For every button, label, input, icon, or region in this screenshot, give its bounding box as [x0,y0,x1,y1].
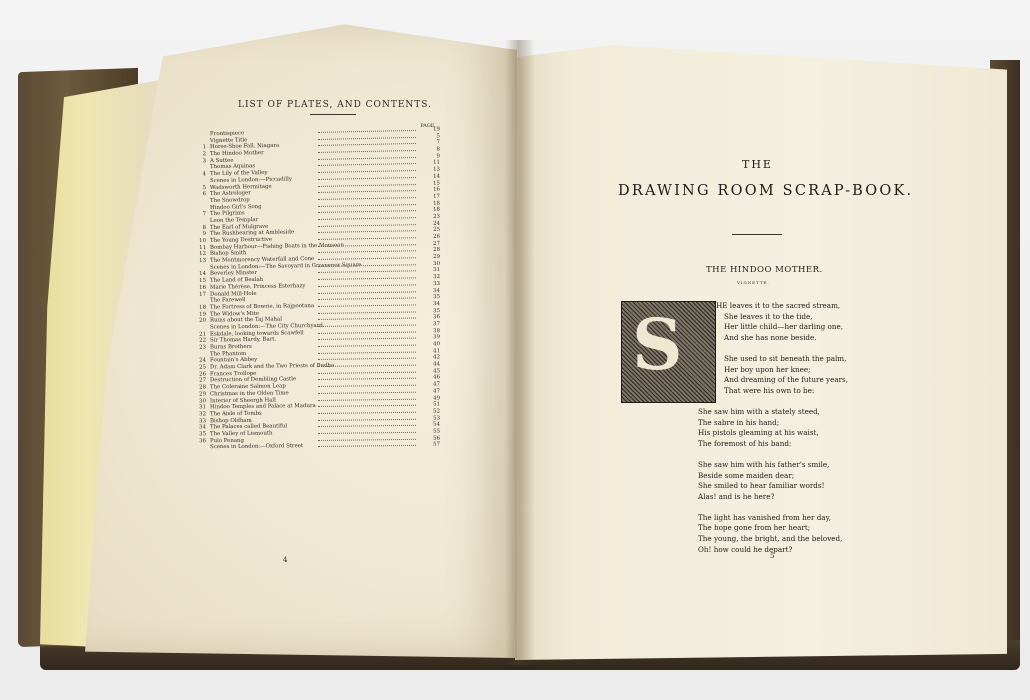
leader-dots [318,170,416,173]
plate-page: 5 [436,133,441,140]
leader-dots [318,331,416,333]
plate-page: 11 [433,159,441,167]
leader-dots [318,130,416,133]
plate-number: 8 [202,224,207,231]
drop-cap-letter: S [632,303,683,386]
plate-title: Fountain's Abbey [209,357,258,364]
plate-title: The Astrologer [209,190,251,198]
plate-number: 28 [199,384,207,391]
plate-title: Donald Mill-Hole [209,290,257,298]
plate-title: Vignette Title [209,137,248,144]
leader-dots [318,284,416,287]
plate-page: 14 [433,173,441,180]
plate-page: 42 [433,354,441,361]
title-rule [732,234,782,235]
leader-dots [318,425,416,427]
leader-dots [318,371,416,373]
plate-page: 18 [433,200,441,207]
plate-number: 10 [199,237,207,245]
plate-title: Eskdale, looking towards Scawfell [209,329,304,338]
plate-title: Beverley Minster [209,270,258,278]
heading-rule [310,114,356,115]
leader-dots [318,190,416,193]
poem-line: The sabre in his hand; [698,417,780,427]
plate-page: 53 [433,415,441,422]
plate-number: 11 [199,244,207,251]
plate-number: 22 [199,337,207,344]
leader-dots [318,412,416,414]
plate-title: Thomas Aquinas [209,163,256,171]
plate-page: 52 [433,408,441,415]
plate-title: Horse-Shoe Fall, Niagara [209,143,280,151]
plate-title: Bombay Harbour—Fishing Boats in the Monsoon [209,242,344,251]
leader-dots [318,177,416,180]
plate-number: 25 [199,364,207,371]
poem-line: Alas! and is he here? [698,491,775,501]
plate-title: The Farewell [209,297,246,304]
plate-page: 47 [433,388,441,395]
plate-number: 35 [199,431,207,438]
plate-title: Scenes in London:—Oxford Street [209,443,304,451]
plate-page: 47 [433,381,441,388]
poem-line: And she has none beside. [724,332,817,342]
plate-page: 36 [433,314,441,321]
plate-number: 20 [199,317,207,324]
plate-number: 32 [199,411,207,418]
plate-page: 13 [433,166,441,173]
plate-title: Scenes in London:—The Savoyard in Grosvenor Square [209,261,362,271]
plate-page: 32 [433,274,441,281]
plate-title: Bishop Oldham [209,417,252,424]
plate-title: The Hindoo Mother [209,150,264,158]
plate-page: 55 [433,428,441,435]
leader-dots [318,365,416,367]
leader-dots [318,271,416,274]
contents-list [190,100,440,450]
plate-title: The Aisle of Tombs [209,410,262,418]
plate-page: 57 [433,441,441,449]
plate-page: 39 [433,334,441,341]
leader-dots [318,217,416,220]
poem-line: She smiled to hear familiar words! [698,481,825,491]
plate-number: 29 [199,391,207,398]
leader-dots [318,298,416,301]
left-page-number: 4 [283,556,288,564]
plate-page: 7 [436,139,441,146]
leader-dots [318,291,416,294]
leader-dots [318,137,416,140]
plate-title: The Snowdrop [209,197,250,204]
leader-dots [318,163,416,166]
poem-line [700,343,860,354]
plate-title: Wadsworth Hermitage [209,183,272,191]
plate-number: 27 [199,377,207,384]
plate-title: Hindoo Girl's Song [209,203,262,211]
plate-title: Scenes in London:—Piccadilly [209,176,292,184]
plate-page: 15 [433,180,441,187]
leader-dots [318,224,416,227]
plate-page: 46 [433,374,441,381]
plate-title: The Pilgrims [209,210,245,218]
plate-title: The Land of Bealah [209,276,264,284]
plate-title: The Earl of Mulgrave [209,223,269,231]
leader-dots [318,392,416,394]
plate-page: 23 [433,213,441,220]
plate-page: 44 [433,361,441,368]
plate-title: Ruins about the Taj Mahal [209,316,282,324]
plate-title: The Lily of the Valley [209,170,268,178]
plate-number: 15 [199,277,207,285]
plate-title: The Widow's Mite [209,310,260,318]
leader-dots [318,304,416,307]
plate-page: 33 [433,280,441,287]
leader-dots [318,150,416,153]
vignette-label: VIGNETTE. [737,280,770,285]
plate-title: The Phantom [209,350,247,358]
plate-number: 24 [199,357,207,364]
leader-dots [318,257,416,260]
plate-page: 16 [433,186,441,193]
plate-page: 49 [433,394,441,402]
poem-text [700,301,860,555]
plate-title: Burns Brothers [209,343,252,351]
plate-page: 51 [433,401,441,408]
leader-dots [318,324,416,326]
plate-number: 36 [199,437,207,444]
plate-title: Scenes in London:—The City Churchyard [209,322,323,331]
poem-line: The young, the bright, and the beloved, [698,534,843,544]
plate-number: 17 [199,291,207,298]
plate-number: 14 [199,271,207,278]
plate-number: 34 [199,424,207,431]
plate-page: 30 [433,260,441,267]
plate-title: Frances Trollope [209,370,257,378]
plate-page: 8 [436,146,441,153]
poem-line [698,396,860,407]
leader-dots [318,418,416,420]
plate-title: The Montmorency Waterfall and Cone [209,256,315,264]
leader-dots [318,405,416,407]
plate-page: 24 [433,220,441,227]
leader-dots [318,251,416,254]
right-page-number: 5 [770,552,775,560]
plate-title: Hindoo Temples and Palace at Madura [209,403,316,411]
plate-page: 9 [436,153,441,160]
plate-number: 21 [199,331,207,338]
plate-page: 35 [433,294,441,301]
poem-line: She saw him with his father's smile, [698,459,830,469]
leader-dots [318,143,416,146]
plate-number: 30 [199,397,207,404]
leader-dots [318,204,416,207]
plate-number: 3 [202,157,207,165]
leader-dots [318,237,416,240]
plate-page: 34 [433,287,441,294]
leader-dots [318,398,416,400]
plate-title: The Young Destructive [209,236,273,244]
poem-line [698,449,860,460]
leader-dots [318,210,416,213]
poem-line: Beside some maiden dear; [698,470,795,480]
plate-number: 7 [202,211,207,218]
plate-page: 37 [433,321,441,328]
plate-number: 16 [199,284,207,291]
plate-title: Leon the Templar [209,216,259,224]
plate-title: Marie Thérèse, Princess Esterhazy [209,282,306,291]
plate-page: 35 [433,307,441,314]
plate-title: Dr. Adam Clark and the Two Priests of Budha [209,362,335,371]
contents-entry [190,442,440,451]
leader-dots [318,311,416,313]
leader-dots [318,438,416,440]
plate-number: 19 [199,311,207,318]
plate-page: 17 [433,193,441,200]
plate-page: 26 [433,233,441,240]
poem-line [698,502,860,513]
leader-dots [318,385,416,387]
leader-dots [318,432,416,434]
plate-page: 34 [433,300,441,308]
plate-page: 41 [433,347,441,355]
plate-title: The Valley of Lismouth [209,430,273,438]
leader-dots [318,338,416,340]
leader-dots [318,318,416,320]
plate-title: Frontispiece [209,130,245,138]
plate-title: The Fortress of Bowrie, in Rajpootana [209,302,315,311]
plate-page: 38 [433,327,441,334]
plate-page: 29 [433,253,441,261]
poem-line: HE leaves it to the sacred stream, [716,301,841,310]
poem-line: She used to sit beneath the palm, [724,353,847,363]
poem-line: She leaves it to the tide, [724,311,813,321]
plate-number: 31 [199,404,207,411]
poem-line: That were his own to be: [724,385,815,395]
contents-heading: LIST OF PLATES, AND CONTENTS. [238,100,432,110]
book-title: DRAWING ROOM SCRAP-BOOK. [618,183,914,199]
poem-line: The light has vanished from her day, [698,512,831,522]
plate-number: 23 [199,344,207,351]
plate-title: The Palaces called Beautiful [209,423,288,431]
plate-title: Interior of Sheergh Hall [209,396,276,404]
plate-number: 6 [202,191,207,198]
plate-page: 56 [433,435,441,442]
plate-number: 33 [199,417,207,424]
plate-number: 5 [202,184,207,191]
book-gutter [505,40,535,665]
leader-dots [318,378,416,380]
poem-line: Oh! how could he depart? [698,544,793,554]
leader-dots [318,345,416,347]
plate-title: The Rushbearing at Ambleside [209,229,295,238]
plate-title: A Suttee [209,157,234,164]
plate-title: Pulo Penang [209,437,245,444]
plate-number: 26 [199,371,207,378]
leader-dots [318,157,416,160]
leader-dots [318,184,416,187]
plate-number: 12 [199,251,207,258]
poem-line: She saw him with a stately steed, [698,406,820,416]
plate-number: 1 [202,144,207,151]
plate-page: 25 [433,227,441,234]
leader-dots [318,231,416,234]
plate-number: 2 [202,151,207,158]
poem-line: Her little child—her darling one, [724,322,844,332]
plate-page: 27 [433,240,441,247]
poem-title: THE HINDOO MOTHER. [706,265,823,275]
plate-title: Bishop Smith [209,250,247,258]
plate-page: 40 [433,341,441,348]
poem-line: The foremost of his band: [698,438,792,448]
plate-page: 19 [433,126,441,133]
leader-dots [318,277,416,280]
plate-page: 28 [433,247,441,254]
plate-page: 31 [433,267,441,274]
plate-number: 4 [202,171,207,178]
plate-page: 45 [433,368,441,375]
leader-dots [318,445,416,447]
plate-title: Sir Thomas Hardy, Bart. [209,336,277,344]
plate-number: 9 [202,231,207,238]
leader-dots [318,358,416,360]
title-article: THE [742,158,773,171]
poem-line: The hope gone from her heart; [698,523,811,533]
plate-number: 18 [199,304,207,311]
plate-title: The Coleraine Salmon Leap [209,383,286,391]
plate-title: Christmas in the Olden Time [209,390,289,398]
poem-line: His pistols gleaming at his waist, [698,428,819,438]
poem-line: And dreaming of the future years, [724,375,849,385]
leader-dots [318,197,416,200]
plate-number: 13 [199,257,207,265]
page-column-label: PAGE. [420,123,436,129]
poem-line: Her boy upon her knee; [724,364,811,374]
plate-page: 18 [433,206,441,214]
plate-page: 54 [433,421,441,428]
leader-dots [318,351,416,353]
plate-title: Destruction of Dembling Castle [209,376,297,384]
